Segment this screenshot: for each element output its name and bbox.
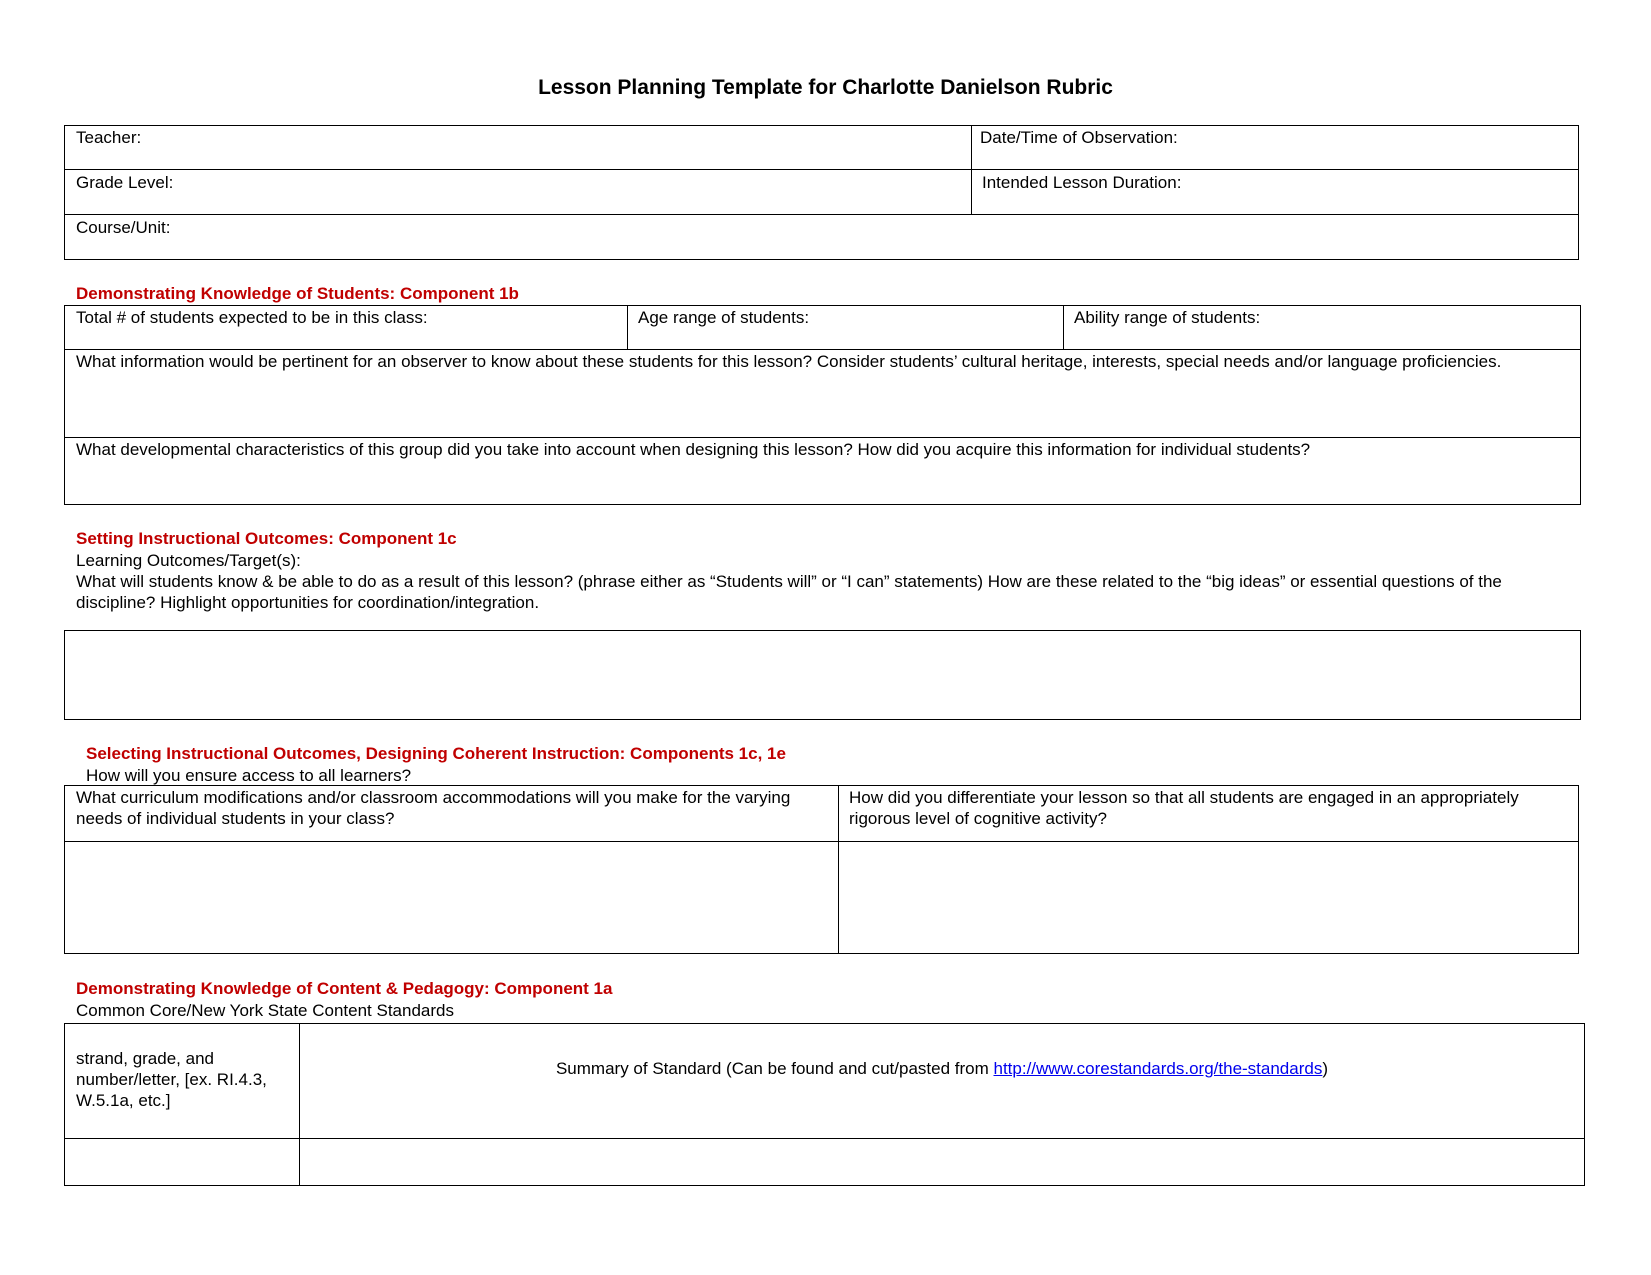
corestandards-link[interactable]: http://www.corestandards.org/the-standards xyxy=(993,1059,1323,1078)
course-unit-field[interactable] xyxy=(66,217,1566,238)
section-1c-1e-heading: Selecting Instructional Outcomes, Designing Coherent Instruction: Components 1c, 1e xyxy=(86,744,786,763)
developmental-question: What developmental characteristics of this group did you take into account when designing this lesson? How did you acquire this information for individual students? xyxy=(76,440,1311,459)
date-time-field[interactable] xyxy=(970,127,1570,148)
pertinent-info-question: What information would be pertinent for an observer to know about these students for this lesson? Consider students’ cultural heritage, interests, special needs and/or language proficiencies. xyxy=(76,352,1502,371)
teacher-label: Teacher: xyxy=(76,128,142,147)
teacher-field[interactable] xyxy=(66,127,966,148)
total-students-label: Total # of students expected to be in this class: xyxy=(76,308,428,327)
modifications-question: What curriculum modifications and/or classroom accommodations will you make for the varying needs of individual students in your class? xyxy=(76,788,791,828)
modifications-header xyxy=(66,787,836,829)
summary-label: Summary of Standard (Can be found and cut/pasted from xyxy=(555,1059,994,1078)
section-1b-heading: Demonstrating Knowledge of Students: Component 1b xyxy=(76,284,519,303)
page-title: Lesson Planning Template for Charlotte Danielson Rubric xyxy=(538,76,1113,99)
summary-header xyxy=(300,1058,1584,1079)
lesson-duration-field[interactable] xyxy=(972,172,1572,193)
students-table xyxy=(64,305,1581,505)
age-range-field[interactable] xyxy=(628,307,1058,328)
summary-answer-box[interactable] xyxy=(300,1139,1584,1185)
differentiate-question: How did you differentiate your lesson so that all students are engaged in an appropriately rigorous level of cognitive activity? xyxy=(849,788,1519,828)
content-standards-label: Common Core/New York State Content Standards xyxy=(76,1001,454,1020)
learning-outcomes-label: Learning Outcomes/Target(s): xyxy=(76,551,301,570)
date-time-label: Date/Time of Observation: xyxy=(980,128,1178,147)
age-range-label: Age range of students: xyxy=(638,308,810,327)
ability-range-label: Ability range of students: xyxy=(1074,308,1261,327)
differentiate-header xyxy=(839,787,1569,829)
section-1a-heading: Demonstrating Knowledge of Content & Pedagogy: Component 1a xyxy=(76,979,613,998)
lesson-duration-label: Intended Lesson Duration: xyxy=(982,173,1182,192)
developmental-field[interactable] xyxy=(66,439,1576,460)
ability-range-field[interactable] xyxy=(1064,307,1574,328)
grade-level-label: Grade Level: xyxy=(76,173,174,192)
pertinent-info-field[interactable] xyxy=(66,351,1576,372)
strand-header xyxy=(66,1048,298,1111)
strand-label: strand, grade, and number/letter, [ex. RI.4.3, W.5.1a, etc.] xyxy=(76,1049,267,1110)
summary-suffix: ) xyxy=(1322,1059,1329,1078)
differentiate-answer-box[interactable] xyxy=(839,842,1577,952)
strand-answer-box[interactable] xyxy=(65,1139,298,1185)
grade-level-field[interactable] xyxy=(66,172,966,193)
access-learners-label: How will you ensure access to all learners? xyxy=(86,766,412,785)
learning-outcomes-question: What will students know & be able to do as a result of this lesson? (phrase either as “Students will” or “I can” statements) How are these related to the “big ideas” or essential questions of the discipline? Highlight opportunities for coordination/integration. xyxy=(76,572,1502,612)
course-unit-label: Course/Unit: xyxy=(76,218,171,237)
total-students-field[interactable] xyxy=(66,307,626,328)
learning-outcomes-box[interactable] xyxy=(64,630,1581,720)
modifications-answer-box[interactable] xyxy=(65,842,837,952)
section-1c-heading: Setting Instructional Outcomes: Component 1c xyxy=(76,529,457,548)
